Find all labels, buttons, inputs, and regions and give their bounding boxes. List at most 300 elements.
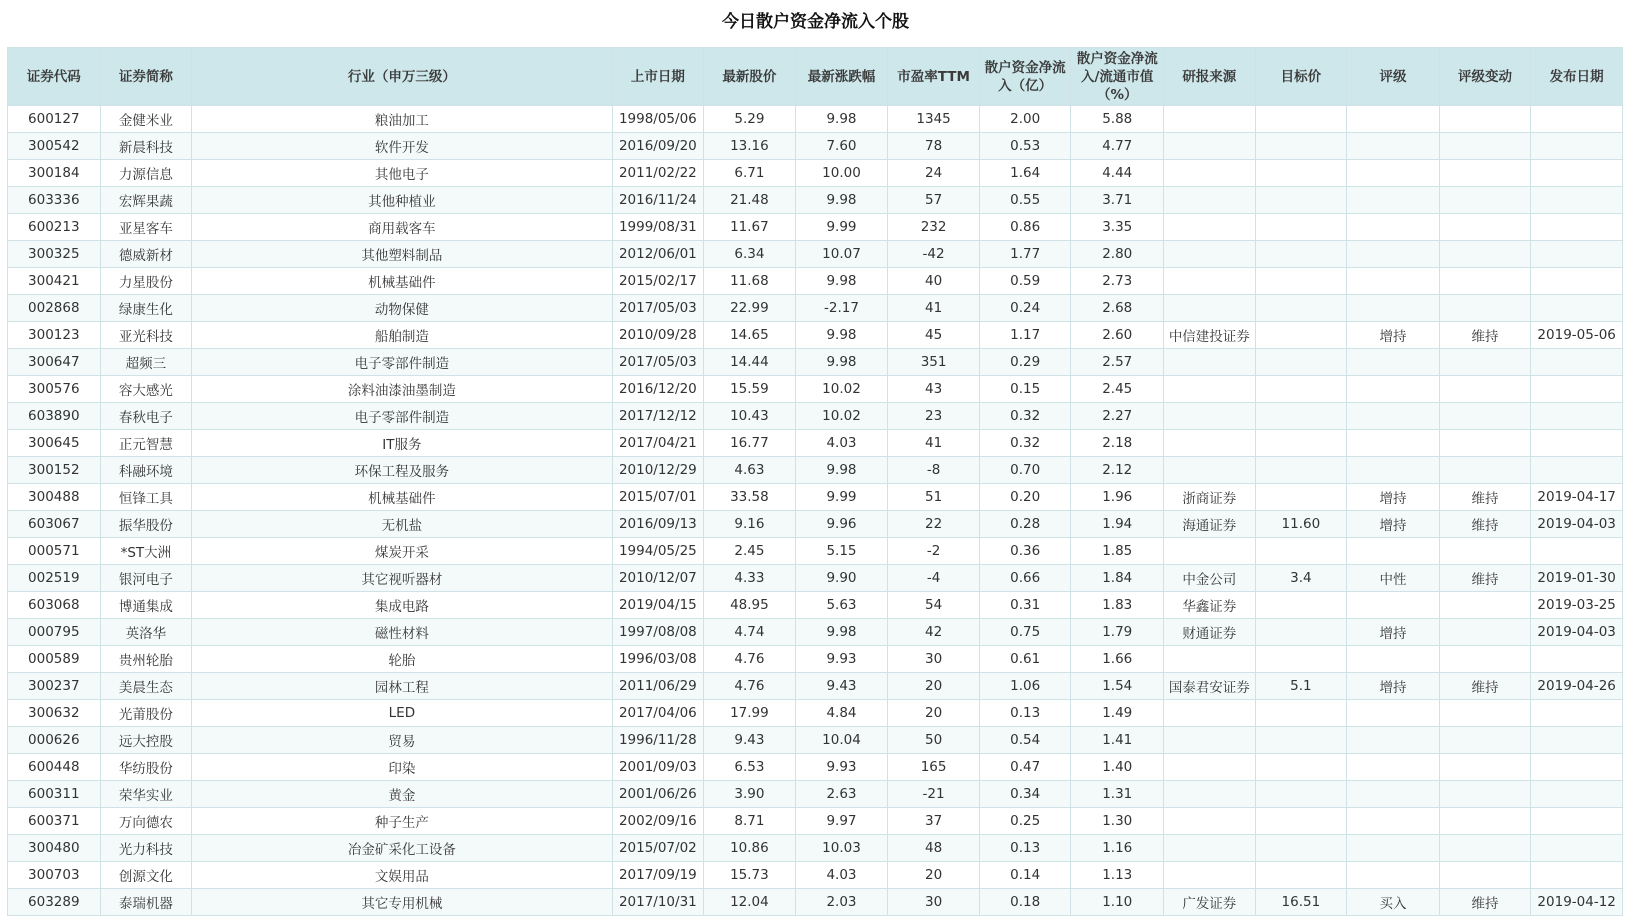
table-cell (1255, 376, 1347, 403)
table-cell: 其它专用机械 (192, 889, 612, 916)
table-row (8, 430, 1623, 457)
table-cell: 维持 (1439, 889, 1531, 916)
table-row (8, 592, 1623, 619)
table-cell: 0.20 (979, 484, 1071, 511)
table-row (8, 619, 1623, 646)
table-cell: -21 (888, 781, 980, 808)
table-cell: 1994/05/25 (612, 538, 704, 565)
table-cell: 30 (888, 646, 980, 673)
table-cell: 2019-04-17 (1531, 484, 1623, 511)
table-cell: 电子零部件制造 (192, 349, 612, 376)
table-cell: 科融环境 (100, 457, 192, 484)
table-cell: 002868 (8, 295, 101, 322)
table-cell (1255, 403, 1347, 430)
table-cell: 9.98 (795, 106, 888, 133)
table-cell: 603067 (8, 511, 101, 538)
table-cell (1164, 754, 1256, 781)
table-cell: 300480 (8, 835, 101, 862)
table-row (8, 538, 1623, 565)
table-cell: 0.14 (979, 862, 1071, 889)
column-header[interactable]: 最新股价 (704, 48, 796, 106)
table-cell: 3.35 (1071, 214, 1164, 241)
table-cell: 0.13 (979, 700, 1071, 727)
table-cell (1531, 754, 1623, 781)
table-cell (1531, 646, 1623, 673)
table-cell: 15.59 (704, 376, 796, 403)
table-cell: 4.03 (795, 430, 888, 457)
table-cell: 1.66 (1071, 646, 1164, 673)
table-cell: 机械基础件 (192, 268, 612, 295)
table-cell (1347, 133, 1440, 160)
table-cell: 正元智慧 (100, 430, 192, 457)
table-cell: 6.34 (704, 241, 796, 268)
table-cell (1531, 349, 1623, 376)
table-cell (1347, 808, 1440, 835)
table-cell (1255, 322, 1347, 349)
table-cell: 43 (888, 376, 980, 403)
table-cell: 2019-03-25 (1531, 592, 1623, 619)
table-cell (1255, 484, 1347, 511)
table-cell: 光莆股份 (100, 700, 192, 727)
table-cell: 新晨科技 (100, 133, 192, 160)
table-cell (1439, 538, 1531, 565)
column-header[interactable]: 研报来源 (1164, 48, 1256, 106)
table-cell: 2019/04/15 (612, 592, 704, 619)
table-row (8, 295, 1623, 322)
table-cell: 黄金 (192, 781, 612, 808)
table-cell (1531, 295, 1623, 322)
table-cell: 48 (888, 835, 980, 862)
table-cell: 10.00 (795, 160, 888, 187)
table-cell: 春秋电子 (100, 403, 192, 430)
table-cell (1439, 700, 1531, 727)
table-cell: 轮胎 (192, 646, 612, 673)
table-cell (1439, 106, 1531, 133)
table-cell: 2.03 (795, 889, 888, 916)
table-cell (1531, 808, 1623, 835)
table-cell (1439, 295, 1531, 322)
table-cell (1347, 781, 1440, 808)
table-row (8, 511, 1623, 538)
table-cell: 3.71 (1071, 187, 1164, 214)
table-cell: 300703 (8, 862, 101, 889)
table-cell: 维持 (1439, 673, 1531, 700)
column-header[interactable]: 行业（申万三级） (192, 48, 612, 106)
table-cell (1439, 808, 1531, 835)
table-cell: 1.41 (1071, 727, 1164, 754)
table-cell: 10.43 (704, 403, 796, 430)
table-cell: 20 (888, 862, 980, 889)
table-cell: -2.17 (795, 295, 888, 322)
table-cell (1255, 349, 1347, 376)
table-cell (1531, 214, 1623, 241)
column-header[interactable]: 散户资金净流入/流通市值（%） (1071, 48, 1164, 106)
table-cell: 4.03 (795, 862, 888, 889)
table-cell (1439, 457, 1531, 484)
table-cell: 9.96 (795, 511, 888, 538)
table-cell: 0.54 (979, 727, 1071, 754)
table-cell: 42 (888, 619, 980, 646)
table-cell: 10.04 (795, 727, 888, 754)
table-cell (1164, 403, 1256, 430)
table-cell: 2017/04/21 (612, 430, 704, 457)
table-cell: 600371 (8, 808, 101, 835)
table-cell (1164, 538, 1256, 565)
table-cell: 57 (888, 187, 980, 214)
table-cell: 绿康生化 (100, 295, 192, 322)
table-cell (1255, 133, 1347, 160)
stock-table (7, 47, 1623, 916)
table-cell (1164, 214, 1256, 241)
table-cell: 2016/11/24 (612, 187, 704, 214)
table-cell (1347, 700, 1440, 727)
table-cell (1347, 295, 1440, 322)
table-cell (1255, 700, 1347, 727)
table-cell: 1999/08/31 (612, 214, 704, 241)
table-cell: 300576 (8, 376, 101, 403)
table-cell: 2019-04-12 (1531, 889, 1623, 916)
table-cell (1164, 349, 1256, 376)
table-cell: 33.58 (704, 484, 796, 511)
table-cell (1347, 268, 1440, 295)
table-cell: 2019-05-06 (1531, 322, 1623, 349)
table-cell: 园林工程 (192, 673, 612, 700)
table-cell: 1.79 (1071, 619, 1164, 646)
table-cell: 9.93 (795, 646, 888, 673)
table-cell: 6.71 (704, 160, 796, 187)
table-cell: 20 (888, 673, 980, 700)
table-cell: 17.99 (704, 700, 796, 727)
table-cell (1164, 106, 1256, 133)
table-cell: 华鑫证券 (1164, 592, 1256, 619)
table-cell: 万向德农 (100, 808, 192, 835)
table-row (8, 889, 1623, 916)
table-row (8, 565, 1623, 592)
table-cell: 0.18 (979, 889, 1071, 916)
table-cell: 印染 (192, 754, 612, 781)
table-cell (1531, 781, 1623, 808)
table-cell: 浙商证券 (1164, 484, 1256, 511)
table-cell (1164, 700, 1256, 727)
table-cell: 0.75 (979, 619, 1071, 646)
table-cell (1439, 835, 1531, 862)
table-cell: 2.80 (1071, 241, 1164, 268)
table-cell (1347, 376, 1440, 403)
table-cell: 2015/07/01 (612, 484, 704, 511)
table-cell: 1.64 (979, 160, 1071, 187)
table-cell: IT服务 (192, 430, 612, 457)
table-cell (1531, 862, 1623, 889)
table-cell (1439, 646, 1531, 673)
table-cell: 广发证券 (1164, 889, 1256, 916)
table-cell (1439, 160, 1531, 187)
table-cell (1347, 187, 1440, 214)
table-cell (1255, 808, 1347, 835)
table-cell: 亚星客车 (100, 214, 192, 241)
table-cell: 45 (888, 322, 980, 349)
table-cell: 2010/12/07 (612, 565, 704, 592)
table-cell: 0.32 (979, 430, 1071, 457)
table-cell (1347, 835, 1440, 862)
table-cell: 美晨生态 (100, 673, 192, 700)
table-cell: 000626 (8, 727, 101, 754)
table-cell (1255, 295, 1347, 322)
table-cell: 48.95 (704, 592, 796, 619)
table-cell: 2011/06/29 (612, 673, 704, 700)
table-cell (1531, 538, 1623, 565)
table-cell: 0.55 (979, 187, 1071, 214)
table-cell: 0.31 (979, 592, 1071, 619)
table-cell: 0.13 (979, 835, 1071, 862)
table-cell (1255, 106, 1347, 133)
table-cell: 振华股份 (100, 511, 192, 538)
table-row (8, 673, 1623, 700)
table-cell: 磁性材料 (192, 619, 612, 646)
table-cell: 1.54 (1071, 673, 1164, 700)
table-cell: 英洛华 (100, 619, 192, 646)
table-cell: 300184 (8, 160, 101, 187)
table-cell: 增持 (1347, 484, 1440, 511)
table-cell: 2017/10/31 (612, 889, 704, 916)
table-cell: 6.53 (704, 754, 796, 781)
table-cell: 9.98 (795, 187, 888, 214)
table-cell: 10.03 (795, 835, 888, 862)
table-cell: 000571 (8, 538, 101, 565)
table-row (8, 187, 1623, 214)
table-cell: 300421 (8, 268, 101, 295)
table-cell: 容大感光 (100, 376, 192, 403)
table-cell (1531, 457, 1623, 484)
table-cell: 603068 (8, 592, 101, 619)
table-cell: 船舶制造 (192, 322, 612, 349)
table-cell (1164, 646, 1256, 673)
table-cell (1347, 430, 1440, 457)
table-cell: 1.31 (1071, 781, 1164, 808)
table-cell (1531, 106, 1623, 133)
table-cell: 1.10 (1071, 889, 1164, 916)
table-cell (1164, 133, 1256, 160)
table-cell (1255, 430, 1347, 457)
table-cell: 2.27 (1071, 403, 1164, 430)
table-cell (1164, 835, 1256, 862)
table-cell: 11.60 (1255, 511, 1347, 538)
column-header[interactable]: 目标价 (1255, 48, 1347, 106)
table-cell: 无机盐 (192, 511, 612, 538)
table-cell: 300237 (8, 673, 101, 700)
table-cell (1439, 862, 1531, 889)
table-cell: 光力科技 (100, 835, 192, 862)
table-row (8, 646, 1623, 673)
table-cell: 000795 (8, 619, 101, 646)
table-cell: 15.73 (704, 862, 796, 889)
table-cell: 2.00 (979, 106, 1071, 133)
table-cell: 增持 (1347, 511, 1440, 538)
table-cell (1531, 403, 1623, 430)
table-cell: 泰瑞机器 (100, 889, 192, 916)
table-cell: 超频三 (100, 349, 192, 376)
table-cell: 600213 (8, 214, 101, 241)
table-header (8, 48, 1623, 106)
table-row (8, 835, 1623, 862)
table-cell: 4.44 (1071, 160, 1164, 187)
table-cell: 买入 (1347, 889, 1440, 916)
table-cell: 2.60 (1071, 322, 1164, 349)
table-cell (1255, 646, 1347, 673)
table-cell: 2.45 (1071, 376, 1164, 403)
table-cell: 德威新材 (100, 241, 192, 268)
table-cell (1164, 457, 1256, 484)
table-cell: 环保工程及服务 (192, 457, 612, 484)
table-cell: 亚光科技 (100, 322, 192, 349)
column-header[interactable]: 证券代码 (8, 48, 101, 106)
column-header[interactable]: 散户资金净流入（亿） (979, 48, 1071, 106)
table-cell: *ST大洲 (100, 538, 192, 565)
table-cell: 2.63 (795, 781, 888, 808)
table-cell: 0.86 (979, 214, 1071, 241)
table-cell: 2019-04-03 (1531, 619, 1623, 646)
table-cell: 1.77 (979, 241, 1071, 268)
table-cell (1347, 727, 1440, 754)
table-cell: 维持 (1439, 565, 1531, 592)
table-cell: 1997/08/08 (612, 619, 704, 646)
table-cell (1347, 160, 1440, 187)
table-cell: 22 (888, 511, 980, 538)
table-cell (1255, 754, 1347, 781)
table-row (8, 700, 1623, 727)
column-header[interactable]: 最新涨跌幅 (795, 48, 888, 106)
table-row (8, 862, 1623, 889)
table-cell: 603289 (8, 889, 101, 916)
table-cell: 2016/09/20 (612, 133, 704, 160)
table-row (8, 484, 1623, 511)
table-cell: 2002/09/16 (612, 808, 704, 835)
table-cell: 300632 (8, 700, 101, 727)
table-cell: 2001/06/26 (612, 781, 704, 808)
table-cell: 集成电路 (192, 592, 612, 619)
table-cell (1347, 403, 1440, 430)
table-row (8, 106, 1623, 133)
table-cell (1531, 700, 1623, 727)
table-cell: 财通证券 (1164, 619, 1256, 646)
table-cell: 9.97 (795, 808, 888, 835)
table-cell (1531, 727, 1623, 754)
table-cell: 维持 (1439, 322, 1531, 349)
table-cell (1347, 592, 1440, 619)
table-cell: 海通证券 (1164, 511, 1256, 538)
table-cell: 中金公司 (1164, 565, 1256, 592)
table-cell: 贵州轮胎 (100, 646, 192, 673)
table-cell (1531, 133, 1623, 160)
table-cell (1531, 430, 1623, 457)
table-row (8, 781, 1623, 808)
table-cell (1439, 592, 1531, 619)
table-cell: 0.59 (979, 268, 1071, 295)
column-header[interactable]: 上市日期 (612, 48, 704, 106)
table-cell: 1.96 (1071, 484, 1164, 511)
table-cell (1164, 862, 1256, 889)
table-row (8, 133, 1623, 160)
table-cell (1164, 376, 1256, 403)
table-cell: 1.13 (1071, 862, 1164, 889)
table-cell: 1345 (888, 106, 980, 133)
table-cell: 3.90 (704, 781, 796, 808)
table-row (8, 376, 1623, 403)
table-cell (1531, 376, 1623, 403)
table-cell: 华纺股份 (100, 754, 192, 781)
table-cell: 2.18 (1071, 430, 1164, 457)
table-cell: 2016/09/13 (612, 511, 704, 538)
table-cell (1439, 241, 1531, 268)
table-cell: 41 (888, 430, 980, 457)
table-cell: 1996/11/28 (612, 727, 704, 754)
column-header[interactable]: 评级 (1347, 48, 1440, 106)
column-header[interactable]: 评级变动 (1439, 48, 1531, 106)
table-cell: 16.77 (704, 430, 796, 457)
table-cell: 贸易 (192, 727, 612, 754)
table-cell: 1.30 (1071, 808, 1164, 835)
table-cell: 603890 (8, 403, 101, 430)
table-cell (1347, 457, 1440, 484)
table-cell: 中性 (1347, 565, 1440, 592)
table-cell: 2.68 (1071, 295, 1164, 322)
table-cell: 0.34 (979, 781, 1071, 808)
table-cell: 2019-04-03 (1531, 511, 1623, 538)
table-cell (1255, 538, 1347, 565)
table-cell: 其他塑料制品 (192, 241, 612, 268)
table-cell: 远大控股 (100, 727, 192, 754)
table-cell: -42 (888, 241, 980, 268)
table-cell: 54 (888, 592, 980, 619)
table-cell (1439, 403, 1531, 430)
table-cell: 9.99 (795, 484, 888, 511)
table-cell: 9.98 (795, 322, 888, 349)
table-cell: 增持 (1347, 619, 1440, 646)
table-cell: 51 (888, 484, 980, 511)
table-cell: 2010/12/29 (612, 457, 704, 484)
table-cell: 4.84 (795, 700, 888, 727)
table-cell: 40 (888, 268, 980, 295)
table-cell (1255, 457, 1347, 484)
column-header[interactable]: 证券简称 (100, 48, 192, 106)
table-cell: 2.12 (1071, 457, 1164, 484)
table-cell: 2016/12/20 (612, 376, 704, 403)
table-cell: 其他种植业 (192, 187, 612, 214)
table-cell (1347, 754, 1440, 781)
table-cell (1255, 727, 1347, 754)
table-cell: 2017/04/06 (612, 700, 704, 727)
table-cell (1439, 430, 1531, 457)
table-cell: 宏辉果蔬 (100, 187, 192, 214)
table-cell: 14.44 (704, 349, 796, 376)
table-cell (1347, 862, 1440, 889)
table-cell: 300645 (8, 430, 101, 457)
table-cell: 2011/02/22 (612, 160, 704, 187)
table-cell: 50 (888, 727, 980, 754)
table-cell: 22.99 (704, 295, 796, 322)
table-row (8, 808, 1623, 835)
table-cell: 商用载客车 (192, 214, 612, 241)
table-cell: LED (192, 700, 612, 727)
column-header[interactable]: 市盈率TTM (888, 48, 980, 106)
table-row (8, 727, 1623, 754)
table-cell: 300542 (8, 133, 101, 160)
table-cell (1439, 619, 1531, 646)
table-row (8, 322, 1623, 349)
table-cell: 300647 (8, 349, 101, 376)
column-header[interactable]: 发布日期 (1531, 48, 1623, 106)
table-cell: 增持 (1347, 673, 1440, 700)
table-cell: 1.17 (979, 322, 1071, 349)
